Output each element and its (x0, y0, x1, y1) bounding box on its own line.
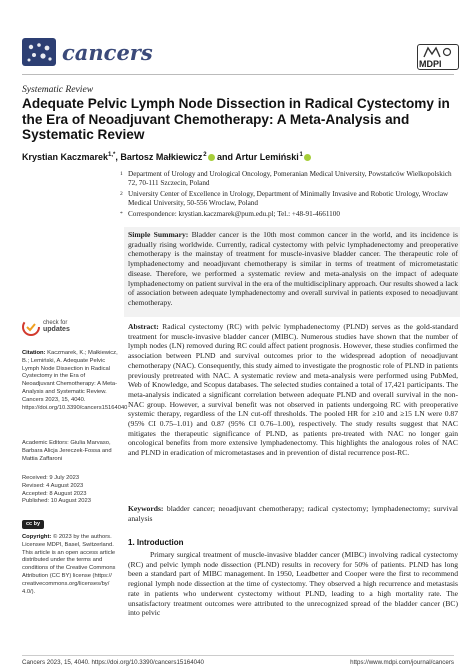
journal-logo-icon (22, 38, 56, 66)
accepted-date: Accepted: 8 August 2023 (22, 490, 87, 497)
author-affil: 2 (203, 152, 207, 158)
author-affil: 1,* (108, 152, 116, 158)
citation-text[interactable]: Kaczmarek, K.; Małkiewicz, B.; Lemiński, A. Adequate Pelvic Lymph Node Dissection in Radical Cystectomy in the Era of Neoadjuvant Chemotherapy: A Meta-Analysis and Systematic Review. Cancers 2023, 15, 4040. https://doi.org/10.3390/cancers15164040 (22, 350, 128, 411)
abstract-label: Abstract: (128, 322, 159, 331)
copyright-label: Copyright: (22, 534, 52, 540)
citation-block (22, 350, 128, 412)
check-updates-line: check for (43, 320, 68, 326)
affiliation-text: University Center of Excellence in Urology, Department of Minimally Invasive and Robotic Urology, Wroclaw Medical University, 50-556 Wroclaw, Poland (128, 190, 449, 208)
author-list (22, 152, 311, 162)
author-separator: , (115, 152, 121, 162)
check-for-updates-icon[interactable] (22, 318, 40, 336)
editors-label: Academic Editors: (22, 440, 69, 446)
affiliation (120, 210, 458, 219)
footer-citation[interactable]: Cancers 2023, 15, 4040. https://doi.org/10.3390/cancers15164040 (22, 659, 204, 666)
affiliation-number: 2 (120, 191, 123, 197)
check-for-updates-label[interactable] (43, 320, 70, 333)
footer-journal-link[interactable]: https://www.mdpi.com/journal/cancers (350, 659, 454, 666)
article-title: Adequate Pelvic Lymph Node Dissection in Radical Cystectomy in the Era of Neoadjuvant Chemotherapy: A Meta-Analysis and Systematic Review (22, 96, 450, 143)
copyright-text[interactable]: © 2023 by the authors. Licensee MDPI, Basel, Switzerland. This article is an open access article distributed under the terms and conditions of the Creative Commons Attribution (CC BY) license (https:// creativecommons.org/licenses/by/ 4.0/). (22, 534, 116, 595)
abstract-text: Radical cystectomy (RC) with pelvic lymphadenectomy (PLND) serves as the gold-standard treatment for muscle-invasive bladder cancer (MIBC). Numerous studies have shown that the number of lymph nodes (LN) removed during RC could affect patient prognosis. However, these studies confirmed the association between PLND and survival outcomes prior to the widespread adoption of neoadjuvant chemotherapy (NAC). Consequently, this study aimed to investigate the prognostic role of PLND in patients previously pretreated with NAC. A systematic review and meta-analysis were performed using PubMed, Web of Knowledge, and Scopus databases. The selected studies contained a total of 17,421 participants. The meta-analysis indicated a significant correlation between adequate PLND and overall survival in the non-NAC group. However, a survival benefit was not observed in patients undergoing RC with preoperative systemic therapy, regardless of the LN cut-off thresholds. The pooled HR for ≥10 and ≥15 LN were 0.87 (95% CI 0.75–1.01) and 0.87 (95% CI 0.76–1.00), respectively. The study results suggest that NAC mitigates the therapeutic significance of PLND, as patients pre-treated with NAC no longer gain oncological benefits from more extensive lymphadenectomy. This highlights the analogous roles of NAC and PLND in eradication of micrometastases and in prevention of distal recurrence post-RC. (128, 322, 458, 458)
footer-divider (22, 655, 454, 656)
introduction-text: Primary surgical treatment of muscle-invasive bladder cancer (MIBC) involving radical cystectomy (RC) and pelvic lymph node dissection (PLND) results in recovery for 50% of patients. PLND has long been a standard part of MIBC management. In 1950, Leadbetter and Cooper were the first to recommend regional lymph node dissection at the time of cystectomy. They observed a high recurrence and metastasis rate in patients who underwent cystectomy without PLND, leading to a high mortality rate. The unsatisfactory treatment outcomes were attributed to the unrecognized spread of the bladder cancer (BC) into pelvic (128, 550, 458, 618)
affiliation (120, 190, 458, 209)
simple-summary-label: Simple Summary: (128, 230, 189, 239)
author-affil: 1 (299, 152, 303, 158)
check-updates-line: updates (43, 325, 70, 333)
dates-block (22, 475, 118, 506)
author-name[interactable]: Bartosz Małkiewicz (120, 152, 203, 162)
revised-date: Revised: 4 August 2023 (22, 482, 84, 489)
publisher-name: MDPI (419, 59, 442, 69)
citation-label: Citation: (22, 350, 46, 356)
received-date: Received: 9 July 2023 (22, 475, 80, 481)
keywords-label: Keywords: (128, 504, 164, 513)
correspondence-text[interactable]: Correspondence: krystian.kaczmarek@pum.edu.pl; Tel.: +48-91-4661100 (128, 210, 340, 218)
editors-text: Giulia Marvaso, Barbara Alicja Jereczek-Fossa and Mattia Zaffaroni (22, 440, 112, 462)
orcid-icon[interactable] (208, 154, 215, 161)
orcid-icon[interactable] (304, 154, 311, 161)
journal-name[interactable]: cancers (62, 40, 153, 65)
author-separator: and (214, 152, 236, 162)
abstract (128, 322, 458, 458)
article-type: Systematic Review (22, 84, 94, 95)
cc-by-license-icon[interactable]: cc by (22, 520, 44, 529)
affiliation-number: 1 (120, 171, 123, 177)
editors-block (22, 440, 118, 463)
mdpi-mark-icon (418, 45, 458, 59)
copyright-block (22, 534, 118, 596)
author-name[interactable]: Krystian Kaczmarek (22, 152, 109, 162)
simple-summary (128, 230, 458, 308)
published-date: Published: 10 August 2023 (22, 498, 91, 505)
section-heading: 1. Introduction (128, 538, 184, 547)
affiliation-number: * (120, 211, 123, 217)
affiliation-text: Department of Urology and Urological Oncology, Pomeranian Medical University, Powstańców Wielkopolskich 72, 70-111 Szczecin, Poland (128, 170, 452, 188)
keywords (128, 504, 458, 523)
simple-summary-text: Bladder cancer is the 10th most common cancer in the world, and its incidence is gradually rising worldwide. Currently, radical cystectomy with pelvic lymphadenectomy and preoperative chemotherapy is the mainstay of treatment for muscle-invasive bladder cancer. The therapeutic role of lymphadenectomy and neoadjuvant chemotherapy is similar in terms of treatment of micrometastatic disease. Therefore, we performed a systematic review and meta-analysis on the impact of adequate lymphadenectomy on patient survival in the era of the multidisciplinary approach. Our results showed a lack of association between adequate lymphadenectomy and overall survival in patients exposed to neoadjuvant chemotherapy. (128, 230, 458, 307)
keywords-text: bladder cancer; neoadjuvant chemotherapy; radical cystectomy; lymphadenectomy; survival analysis (128, 504, 458, 523)
author-name[interactable]: Artur Lemiński (235, 152, 299, 162)
header-divider (22, 74, 454, 75)
affiliation (120, 170, 458, 189)
